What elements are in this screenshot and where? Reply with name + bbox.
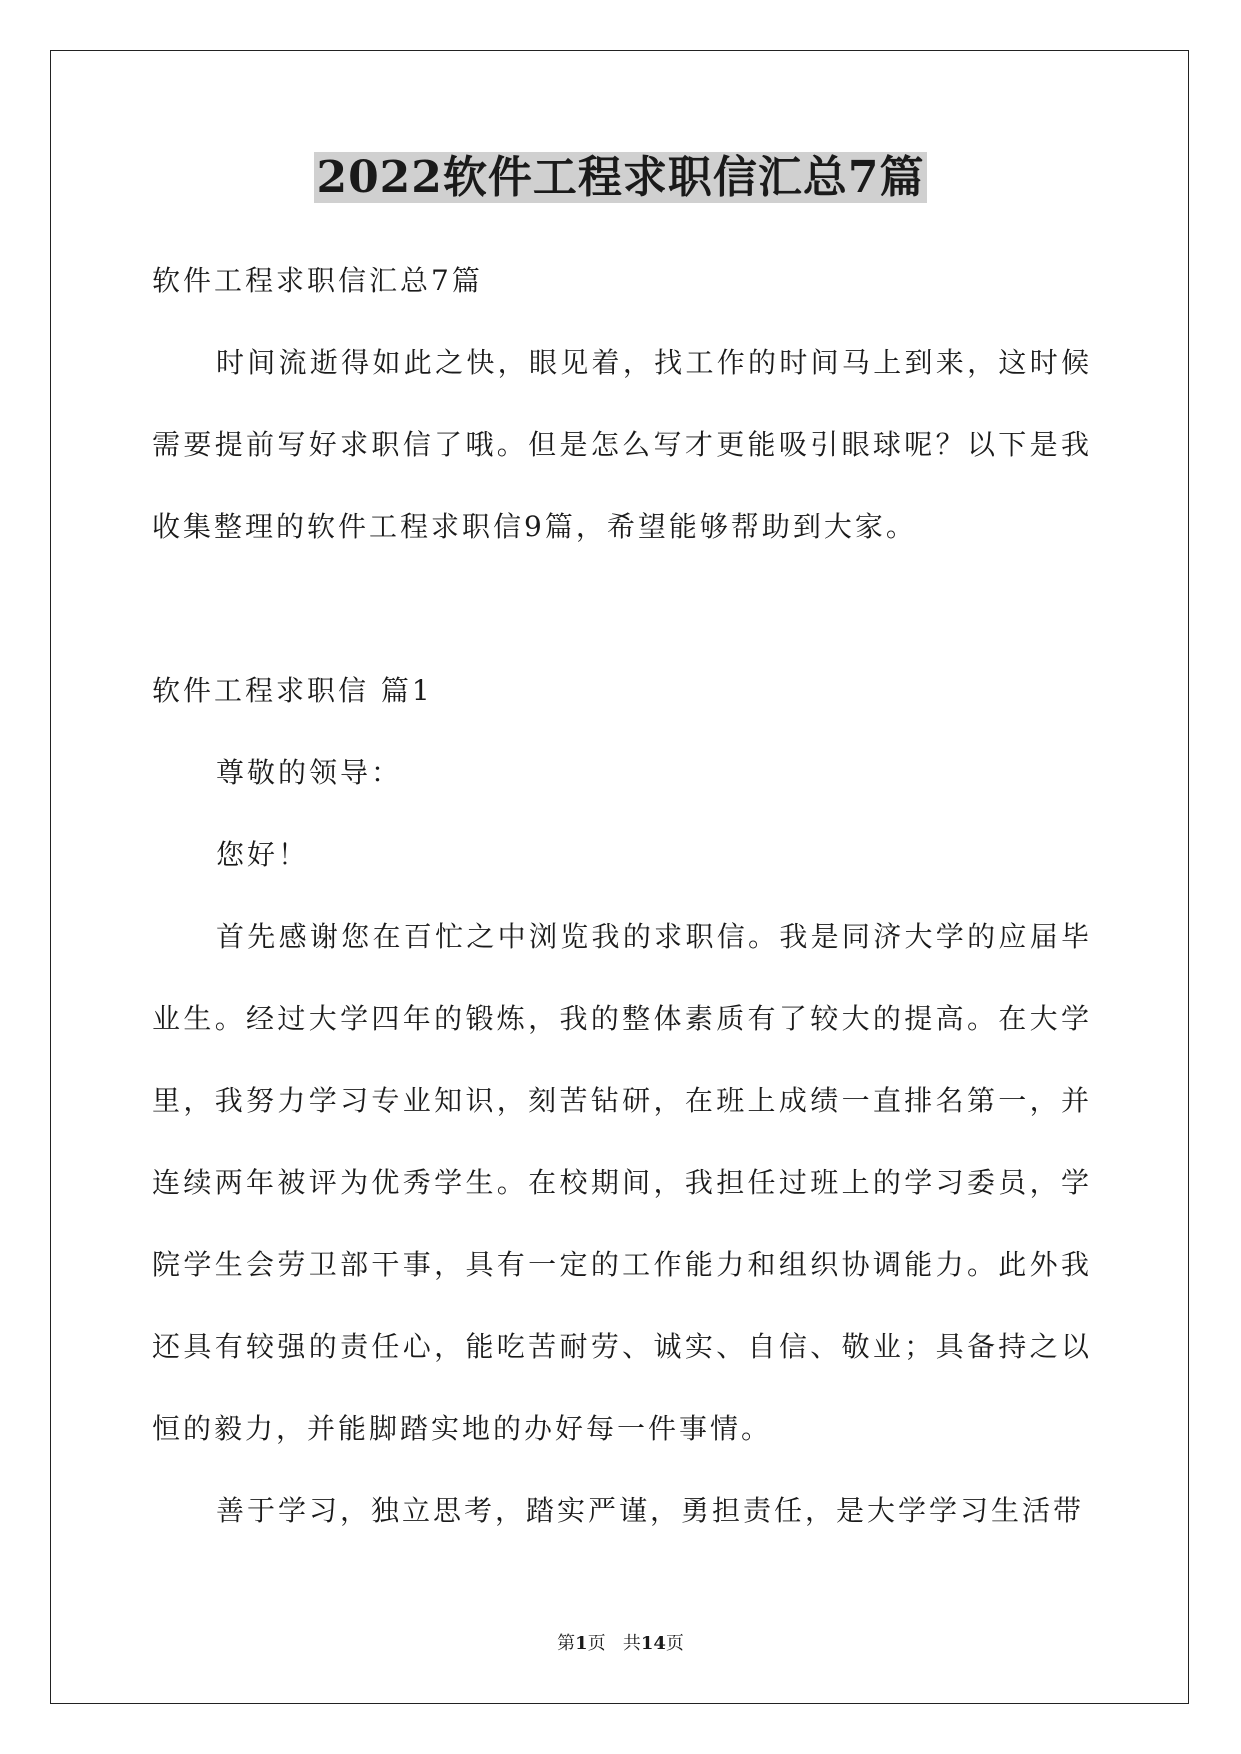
blank-line xyxy=(152,568,1092,650)
page-number: 1 xyxy=(575,1633,588,1654)
document-subtitle: 软件工程求职信汇总7篇 xyxy=(152,264,483,297)
section-heading: 软件工程求职信 篇1 xyxy=(152,674,433,707)
total-pages: 14 xyxy=(640,1633,666,1654)
total-suffix: 页 xyxy=(665,1633,684,1654)
body-paragraph: 善于学习，独立思考，踏实严谨，勇担责任，是大学学习生活带 xyxy=(216,1494,1085,1527)
intro-paragraph: 时间流逝得如此之快，眼见着，找工作的时间马上到来，这时候需要提前写好求职信了哦。但是怎么写才更能吸引眼球呢？以下是我收集整理的软件工程求职信9篇，希望能够帮助到大家。 xyxy=(152,346,1092,543)
page-prefix: 第 xyxy=(557,1633,576,1654)
greeting: 您好！ xyxy=(216,838,310,871)
document-title-text: 2022软件工程求职信汇总7篇 xyxy=(316,152,925,203)
document-title xyxy=(0,148,1241,208)
document-body xyxy=(152,240,1092,1552)
body-paragraph: 首先感谢您在百忙之中浏览我的求职信。我是同济大学的应届毕业生。经过大学四年的锻炼，我的整体素质有了较大的提高。在大学里，我努力学习专业知识，刻苦钻研，在班上成绩一直排名第一，并连续两年被评为优秀学生。在校期间，我担任过班上的学习委员，学院学生会劳卫部干事，具有一定的工作能力和组织协调能力。此外我还具有较强的责任心，能吃苦耐劳、诚实、自信、敬业；具备持之以恒的毅力，并能脚踏实地的办好每一件事情。 xyxy=(152,920,1092,1445)
total-prefix: 共 xyxy=(622,1633,641,1654)
page-footer xyxy=(0,1632,1241,1656)
page-suffix: 页 xyxy=(587,1633,606,1654)
salutation: 尊敬的领导： xyxy=(216,756,403,789)
